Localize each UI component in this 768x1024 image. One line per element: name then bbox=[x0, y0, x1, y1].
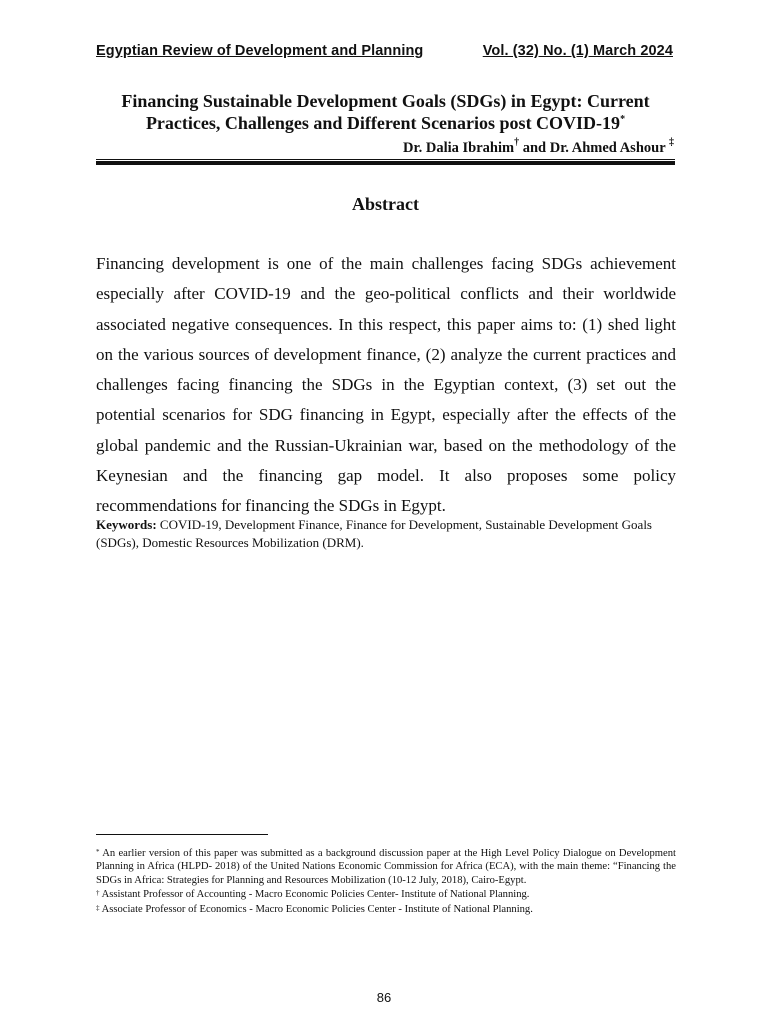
title-footnote-mark: * bbox=[620, 114, 626, 125]
footnote-3-text: Associate Professor of Economics - Macro Economic Policies Center - Institute of National Planning. bbox=[101, 903, 533, 915]
paper-title bbox=[96, 90, 675, 134]
author-2: Dr. Ahmed Ashour bbox=[549, 140, 666, 156]
footnote-1-mark: * bbox=[96, 848, 100, 856]
running-head bbox=[96, 43, 673, 59]
author-conjunction: and bbox=[522, 140, 547, 156]
title-line-1: Financing Sustainable Development Goals (SDGs) in Egypt: Current bbox=[121, 91, 650, 111]
footnote-separator bbox=[96, 834, 268, 835]
footnote-2 bbox=[96, 888, 676, 901]
keywords-label: Keywords: bbox=[96, 517, 157, 532]
title-line-2 bbox=[96, 112, 675, 134]
author-1: Dr. Dalia Ibrahim bbox=[403, 140, 515, 156]
footnote-3-mark: ‡ bbox=[96, 903, 100, 912]
abstract-body: Financing development is one of the main challenges facing SDGs achievement especially after COVID-19 and the geo-political conflicts and their worldwide associated negative consequences. In this respect, this paper aims to: (1) shed light on the various sources of development finance, (2) analyze the current practices and challenges facing financing the SDGs in the Egyptian context, (3) set out the potential scenarios for SDG financing in Egypt, especially after the effects of the global pandemic and the Russian-Ukrainian war, based on the methodology of the Keynesian and the financing gap model. It also proposes some policy recommendations for financing the SDGs in Egypt. bbox=[96, 254, 676, 516]
header-rule-thick bbox=[96, 161, 675, 165]
author-1-mark: † bbox=[514, 137, 520, 148]
abstract-heading: Abstract bbox=[352, 194, 419, 214]
keywords-text: COVID-19, Development Finance, Finance for Development, Sustainable Development Goals (SDGs), Domestic Resources Mobilization (DRM). bbox=[96, 517, 652, 550]
footnote-3 bbox=[96, 903, 676, 916]
keywords bbox=[96, 516, 676, 552]
footnotes bbox=[96, 847, 676, 917]
header-rule-thin bbox=[96, 159, 675, 160]
author-line bbox=[403, 137, 674, 157]
footnote-1 bbox=[96, 847, 676, 887]
footnote-2-mark: † bbox=[96, 889, 100, 898]
footnote-1-text: An earlier version of this paper was submitted as a background discussion paper at the High Level Policy Dialogue on Development Planning in Africa (HLPD- 2018) of the United Nations Economic Commission for Africa (ECA), with the main theme: “Financing the SDGs in Africa: Strategies for Planning and Resources Mobilization (10-12 July, 2018), Cairo-Egypt. bbox=[96, 848, 676, 886]
title-line-2-text: Practices, Challenges and Different Scenarios post COVID-19 bbox=[145, 113, 621, 133]
journal-name: Egyptian Review of Development and Planning bbox=[96, 43, 424, 59]
author-2-mark: ‡ bbox=[669, 137, 674, 148]
page-number: 86 bbox=[376, 990, 392, 1005]
issue-info: Vol. (32) No. (1) March 2024 bbox=[482, 43, 673, 59]
footnote-2-text: Assistant Professor of Accounting - Macro Economic Policies Center- Institute of National Planning. bbox=[101, 889, 530, 901]
